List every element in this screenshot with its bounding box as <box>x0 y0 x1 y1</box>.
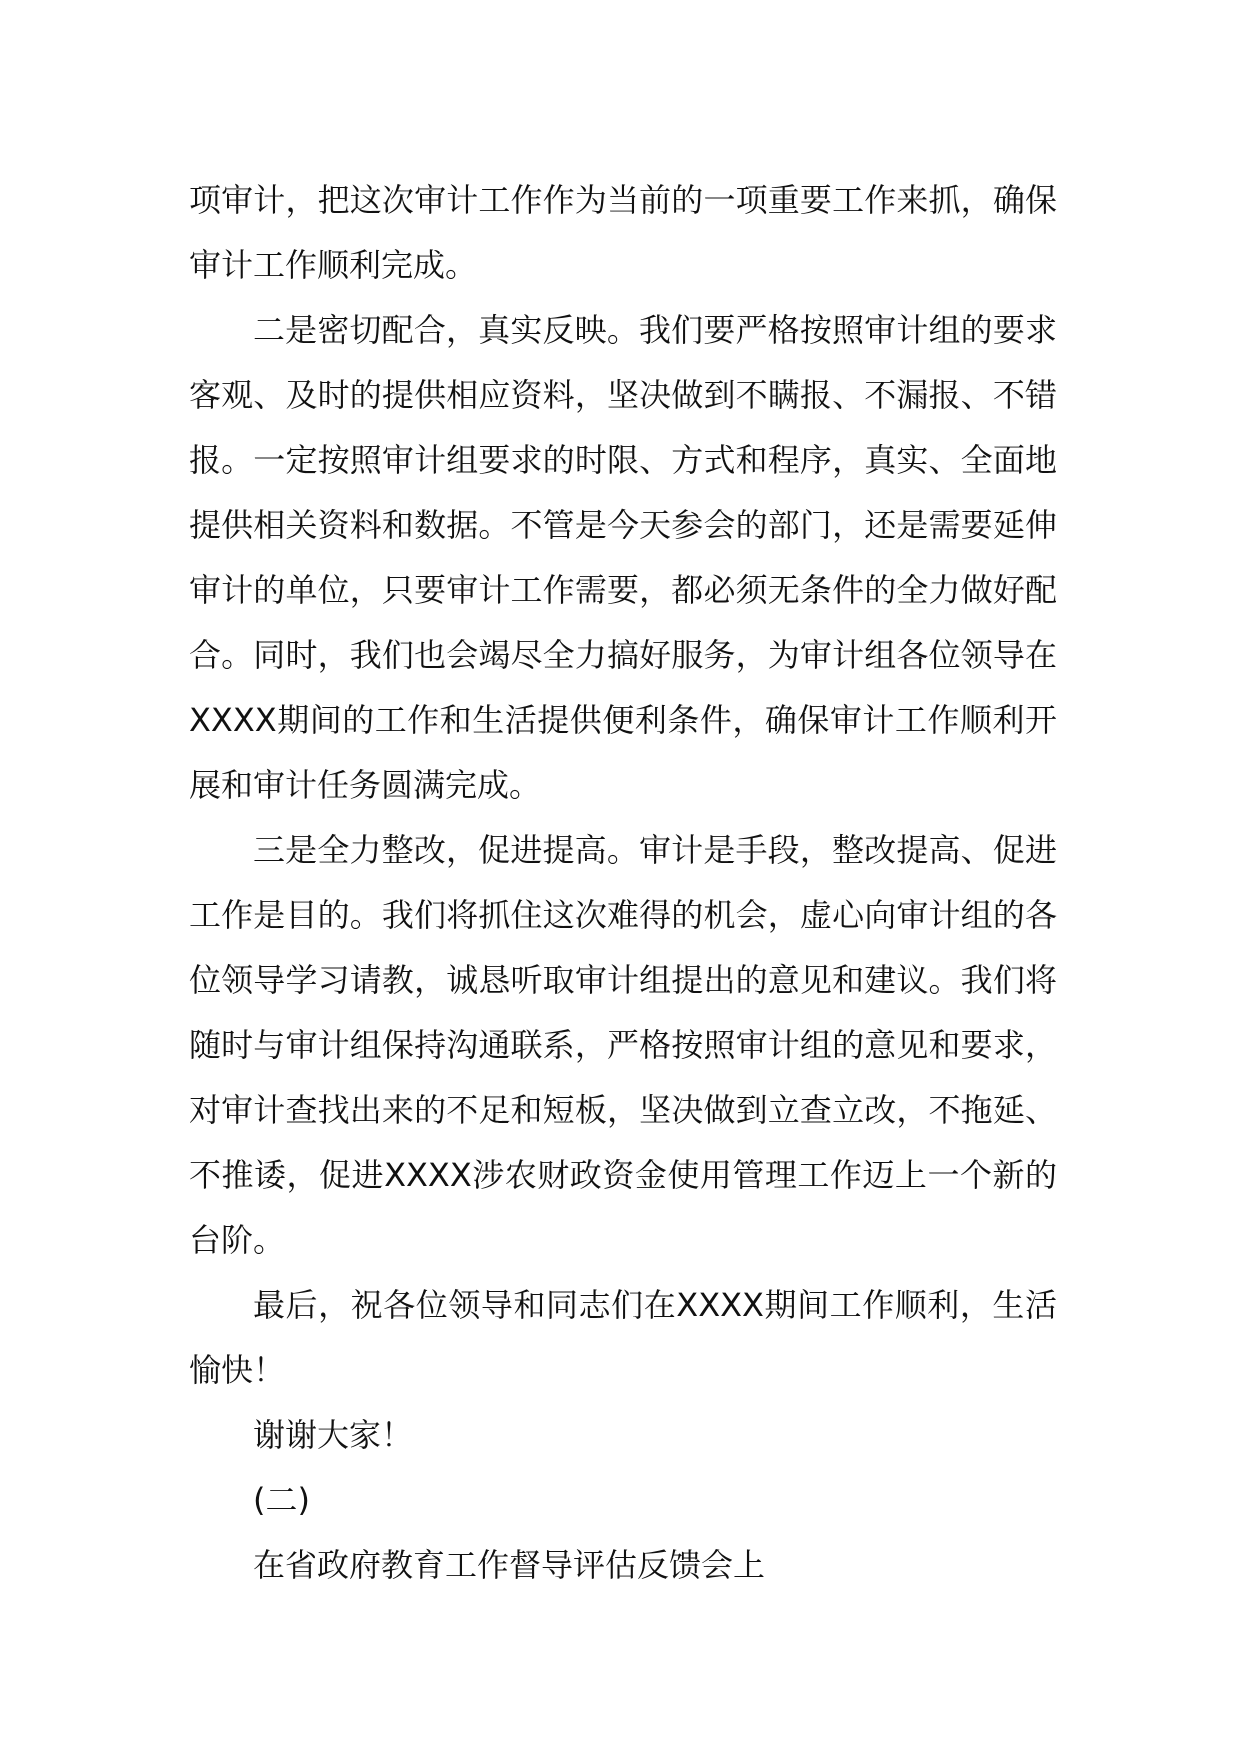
document-body <box>189 168 1057 1598</box>
paragraph-thanks: 谢谢大家！ <box>253 1416 414 1454</box>
section-number: (二) <box>253 1481 310 1519</box>
paragraph-closing-wishes: 最后，祝各位领导和同志们在XXXX期间工作顺利，生活愉快！ <box>189 1286 1057 1389</box>
paragraph-point-two: 二是密切配合，真实反映。我们要严格按照审计组的要求客观、及时的提供相应资料，坚决做到不瞒报、不漏报、不错报。一定按照审计组要求的时限、方式和程序，真实、全面地提供相关资料和数据。不管是今天参会的部门，还是需要延伸审计的单位，只要审计工作需要，都必须无条件的全力做好配合。同时，我们也会竭尽全力搞好服务，为审计组各位领导在XXXX期间的工作和生活提供便利条件，确保审计工作顺利开展和审计任务圆满完成。 <box>189 311 1057 804</box>
paragraph-point-three: 三是全力整改，促进提高。审计是手段，整改提高、促进工作是目的。我们将抓住这次难得的机会，虚心向审计组的各位领导学习请教，诚恳听取审计组提出的意见和建议。我们将随时与审计组保持沟通联系，严格按照审计组的意见和要求，对审计查找出来的不足和短板，坚决做到立查立改，不拖延、不推诿，促进XXXX涉农财政资金使用管理工作迈上一个新的台阶。 <box>189 831 1057 1259</box>
section-title: 在省政府教育工作督导评估反馈会上 <box>253 1546 766 1584</box>
paragraph-continuation: 项审计，把这次审计工作作为当前的一项重要工作来抓，确保审计工作顺利完成。 <box>189 181 1057 284</box>
